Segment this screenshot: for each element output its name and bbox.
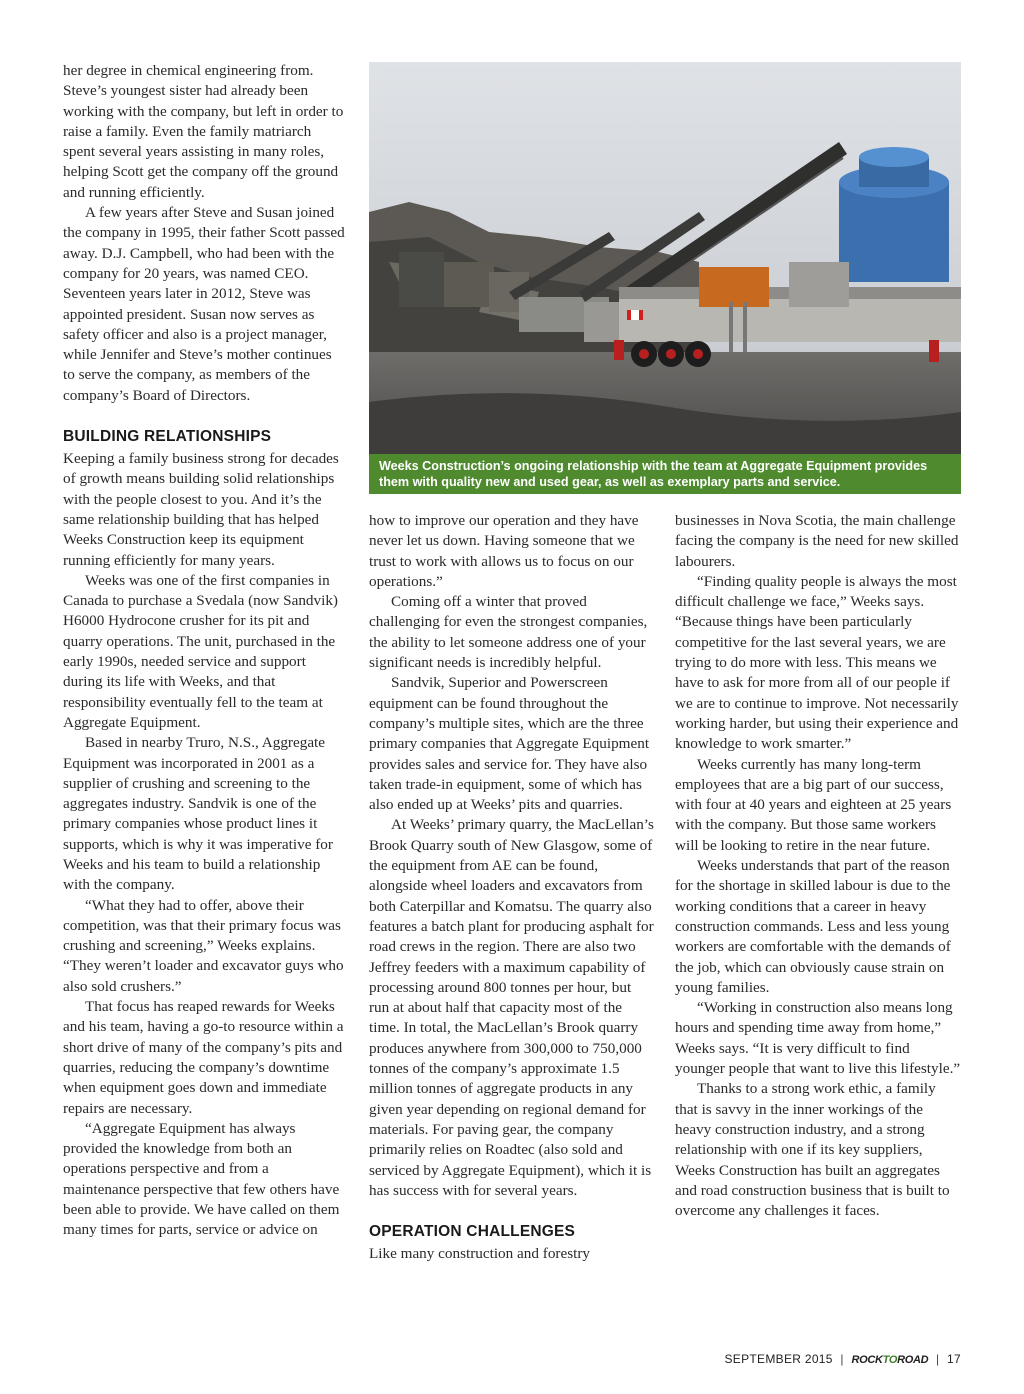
magazine-logo-to: TO bbox=[882, 1354, 898, 1366]
footer-separator: | bbox=[935, 1352, 940, 1366]
page-number: 17 bbox=[947, 1352, 961, 1366]
paragraph: Thanks to a strong work ethic, a family that is savvy in the inner workings of the heavy construction industry, and a strong relationship with one if its key suppliers, Weeks Construction has built an aggregates and road construction business that is built to overcome any challenges it faces. bbox=[675, 1080, 950, 1220]
section-heading-building-relationships: BUILDING RELATIONSHIPS bbox=[63, 428, 272, 446]
paragraph: “Working in construction also means long hours and spending time away from home,” Weeks says. “It is very difficult to find younger people that want to live this lifestyle.” bbox=[675, 999, 961, 1078]
issue-date: SEPTEMBER 2015 bbox=[724, 1352, 833, 1366]
article-column-right bbox=[675, 511, 961, 1221]
paragraph: Coming off a winter that proved challenging for even the strongest companies, the ability to let someone address one of your significant needs is incredibly helpful. bbox=[369, 593, 648, 672]
paragraph: “Finding quality people is always the most difficult challenge we face,” Weeks says. “Because things have been particularly competitive for the last several years, we are trying to do more with less. This means we have to ask for more from all of our people if we are to continue to improve. Not necessarily working harder, but using their experience and knowledge to work smarter.” bbox=[675, 572, 959, 753]
paragraph: Keeping a family business strong for decades of growth means building solid relationships with the people closest to you. And it’s the same relationship building that has helped Weeks Construction keep its equipment running efficiently for many years. bbox=[63, 450, 339, 569]
paragraph: businesses in Nova Scotia, the main challenge facing the company is the need for new skilled labourers. bbox=[675, 512, 959, 570]
magazine-logo-road: ROAD bbox=[897, 1354, 929, 1366]
quarry-equipment-photo bbox=[369, 62, 961, 454]
paragraph: That focus has reaped rewards for Weeks and his team, having a go-to resource within a short drive of many of the company’s pits and quarries, reducing the company’s downtime when equipment goes down and immediate repairs are necessary. bbox=[63, 998, 344, 1117]
photo-caption: Weeks Construction’s ongoing relationship with the team at Aggregate Equipment provides them with quality new and used gear, as well as exemplary parts and service. bbox=[369, 454, 961, 494]
paragraph: Like many construction and forestry bbox=[369, 1245, 590, 1263]
paragraph: “Aggregate Equipment has always provided the knowledge from both an operations perspective and from a maintenance perspective that few others have been able to provide. We have called on them many times for parts, service or advice on bbox=[63, 1119, 340, 1239]
page-footer bbox=[725, 1352, 962, 1366]
article-column-middle bbox=[369, 511, 655, 1264]
paragraph: Weeks currently has many long-term employees that are a big part of our success, with four at 40 years and eighteen at 25 years with the company. But those same workers will be looking to retire in the near future. bbox=[675, 755, 952, 854]
paragraph: Weeks was one of the first companies in Canada to purchase a Svedala (now Sandvik) H6000 Hydrocone crusher for its pit and quarry operations. The unit, purchased in the early 1990s, needed service and support during its life with Weeks, and that responsibility eventually fell to the team at Aggregate Equipment. bbox=[63, 571, 338, 731]
article-column-left bbox=[63, 61, 347, 1241]
paragraph: “What they had to offer, above their competition, was that their primary focus was crushing and screening,” Weeks explains. “They weren’t loader and excavator guys who also sold crushers.” bbox=[63, 896, 344, 995]
paragraph: how to improve our operation and they have never let us down. Having someone that we trust to work with allows us to focus on our operations.” bbox=[369, 512, 639, 590]
paragraph: Weeks understands that part of the reason for the shortage in skilled labour is due to the working conditions that a career in heavy construction commands. Less and less young workers are comfortable with the demands of the job, which can obviously cause strain on young families. bbox=[675, 857, 951, 996]
magazine-logo-rock: ROCK bbox=[851, 1354, 883, 1366]
paragraph: Based in nearby Truro, N.S., Aggregate Equipment was incorporated in 2001 as a supplier of crushing and screening to the aggregates industry. Sandvik is one of the primary companies whose product lines it supports, which is why it was imperative for Weeks and his team to build a relationship with the company. bbox=[63, 734, 333, 894]
paragraph: At Weeks’ primary quarry, the MacLellan’s Brook Quarry south of New Glasgow, some of the equipment from AE can be found, alongside wheel loaders and excavators from both Caterpillar and Komatsu. The quarry also features a batch plant for producing asphalt for road crews in the region. There are also two Jeffrey feeders with a maximum capability of processing around 800 tonnes per hour, but run at about half that capacity most of the time. In total, the MacLellan’s Brook quarry produces anywhere from 300,000 to 750,000 tonnes of the company’s approximate 1.5 million tonnes of aggregate products in any given year depending on regional demand for materials. For paving gear, the company primarily relies on Roadtec (also sold and serviced by Aggregate Equipment), which it is has success with for several years. bbox=[369, 816, 654, 1199]
photo-illustration bbox=[369, 62, 961, 454]
paragraph: A few years after Steve and Susan joined the company in 1995, their father Scott passed away. D.J. Campbell, who had been with the company for 20 years, was named CEO. Seventeen years later in 2012, Steve was appointed president. Susan now serves as safety officer and also is a project manager, while Jennifer and Steve’s mother continues to serve the company, as members of the company’s Board of Directors. bbox=[63, 204, 345, 404]
footer-separator: | bbox=[840, 1352, 844, 1366]
magazine-logo bbox=[851, 1354, 928, 1366]
paragraph: her degree in chemical engineering from. Steve’s youngest sister had already been working with the company, but left in order to raise a family. Even the family matriarch spent several years assisting in many roles, helping Scott get the company off the ground and running efficiently. bbox=[63, 62, 344, 201]
paragraph: Sandvik, Superior and Powerscreen equipment can be found throughout the company’s multiple sites, which are the three primary companies that Aggregate Equipment provides sales and service for. They have also taken trade-in equipment, some of which has also ended up at Weeks’ pits and quarries. bbox=[369, 674, 650, 814]
section-heading-operation-challenges: OPERATION CHALLENGES bbox=[369, 1223, 576, 1241]
